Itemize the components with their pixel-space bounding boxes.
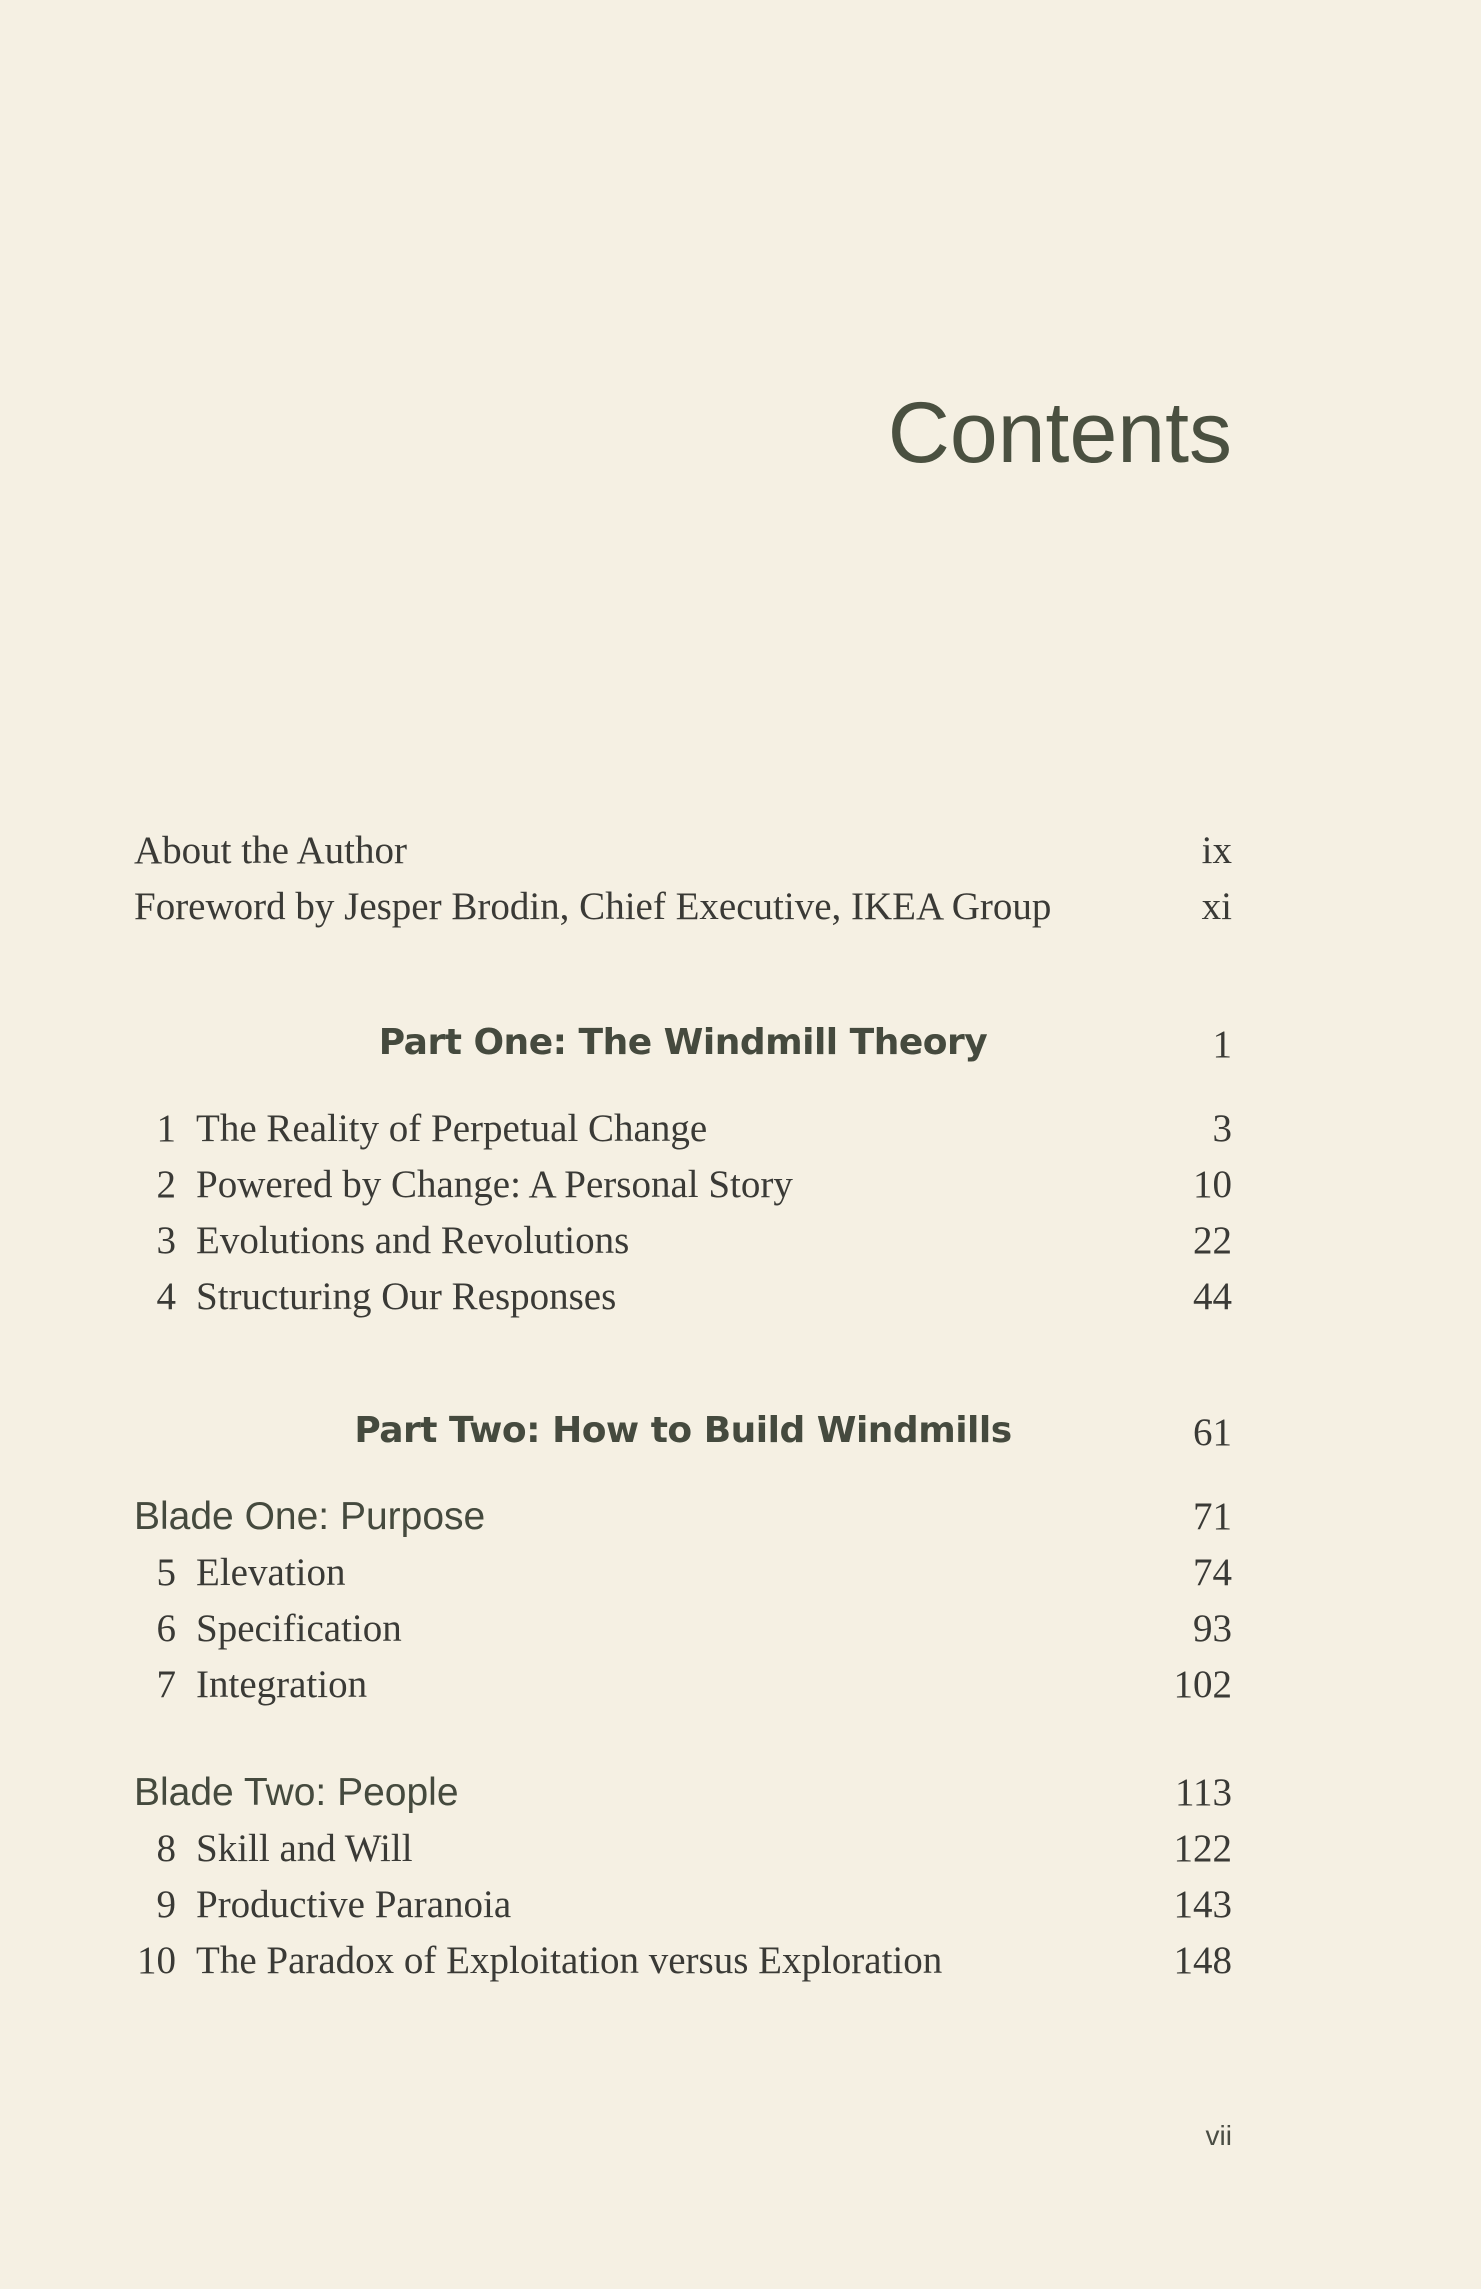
part-page: 61 xyxy=(1193,1411,1232,1454)
chapter-title: Evolutions and Revolutions xyxy=(196,1219,630,1262)
part-title: Part Two: How to Build Windmills xyxy=(354,1410,1012,1451)
page-title: Contents xyxy=(887,385,1232,481)
chapter-number: 2 xyxy=(156,1163,176,1206)
blade-page: 71 xyxy=(1193,1495,1232,1538)
toc-entry-foreword xyxy=(134,884,1232,940)
chapter-title: Elevation xyxy=(196,1551,346,1594)
chapter-page: 10 xyxy=(1193,1163,1232,1206)
chapter-page: 3 xyxy=(1212,1107,1232,1150)
entry-title: About the Author xyxy=(134,829,407,872)
toc-part-two xyxy=(134,1410,1232,1466)
chapter-page: 44 xyxy=(1193,1275,1232,1318)
page-number: vii xyxy=(1205,2120,1232,2151)
chapter-number: 9 xyxy=(156,1883,176,1926)
chapter-number: 6 xyxy=(156,1607,176,1650)
chapter-title: Specification xyxy=(196,1607,402,1650)
part-title: Part One: The Windmill Theory xyxy=(378,1022,988,1063)
chapter-page: 102 xyxy=(1173,1663,1232,1706)
chapter-page: 74 xyxy=(1193,1551,1232,1594)
entry-page: xi xyxy=(1201,885,1232,928)
blade-title: Blade One: Purpose xyxy=(134,1495,486,1538)
chapter-title: The Reality of Perpetual Change xyxy=(196,1107,708,1150)
entry-title: Foreword by Jesper Brodin, Chief Executive, IKEA Group xyxy=(134,885,1052,928)
chapter-title: The Paradox of Exploitation versus Exploration xyxy=(196,1939,943,1982)
toc-chapter xyxy=(134,1550,1232,1606)
toc-part-one xyxy=(134,1022,1232,1078)
chapter-page: 93 xyxy=(1193,1607,1232,1650)
toc-chapter xyxy=(134,1662,1232,1718)
part-page: 1 xyxy=(1212,1023,1232,1066)
chapter-page: 148 xyxy=(1173,1939,1232,1982)
toc-chapter xyxy=(134,1938,1232,1994)
chapter-number: 5 xyxy=(156,1551,176,1594)
toc-chapter xyxy=(134,1882,1232,1938)
toc-chapter xyxy=(134,1218,1232,1274)
chapter-number: 1 xyxy=(156,1107,176,1150)
chapter-page: 22 xyxy=(1193,1219,1232,1262)
toc-chapter xyxy=(134,1162,1232,1218)
toc-blade-one xyxy=(134,1494,1232,1550)
chapter-number: 3 xyxy=(156,1219,176,1262)
chapter-number: 10 xyxy=(137,1939,176,1982)
toc-chapter xyxy=(134,1826,1232,1882)
entry-page: ix xyxy=(1201,829,1232,872)
chapter-title: Integration xyxy=(196,1663,368,1706)
chapter-title: Skill and Will xyxy=(196,1827,413,1870)
chapter-title: Structuring Our Responses xyxy=(196,1275,617,1318)
chapter-number: 7 xyxy=(156,1663,176,1706)
chapter-page: 122 xyxy=(1173,1827,1232,1870)
chapter-number: 4 xyxy=(156,1275,176,1318)
chapter-title: Powered by Change: A Personal Story xyxy=(196,1163,793,1206)
toc-blade-two xyxy=(134,1770,1232,1826)
toc-chapter xyxy=(134,1606,1232,1662)
chapter-number: 8 xyxy=(156,1827,176,1870)
chapter-page: 143 xyxy=(1173,1883,1232,1926)
toc-chapter xyxy=(134,1274,1232,1330)
blade-page: 113 xyxy=(1174,1771,1232,1814)
toc-chapter xyxy=(134,1106,1232,1162)
chapter-title: Productive Paranoia xyxy=(196,1883,512,1926)
toc-entry-about-author xyxy=(134,828,1232,884)
blade-title: Blade Two: People xyxy=(134,1771,459,1814)
